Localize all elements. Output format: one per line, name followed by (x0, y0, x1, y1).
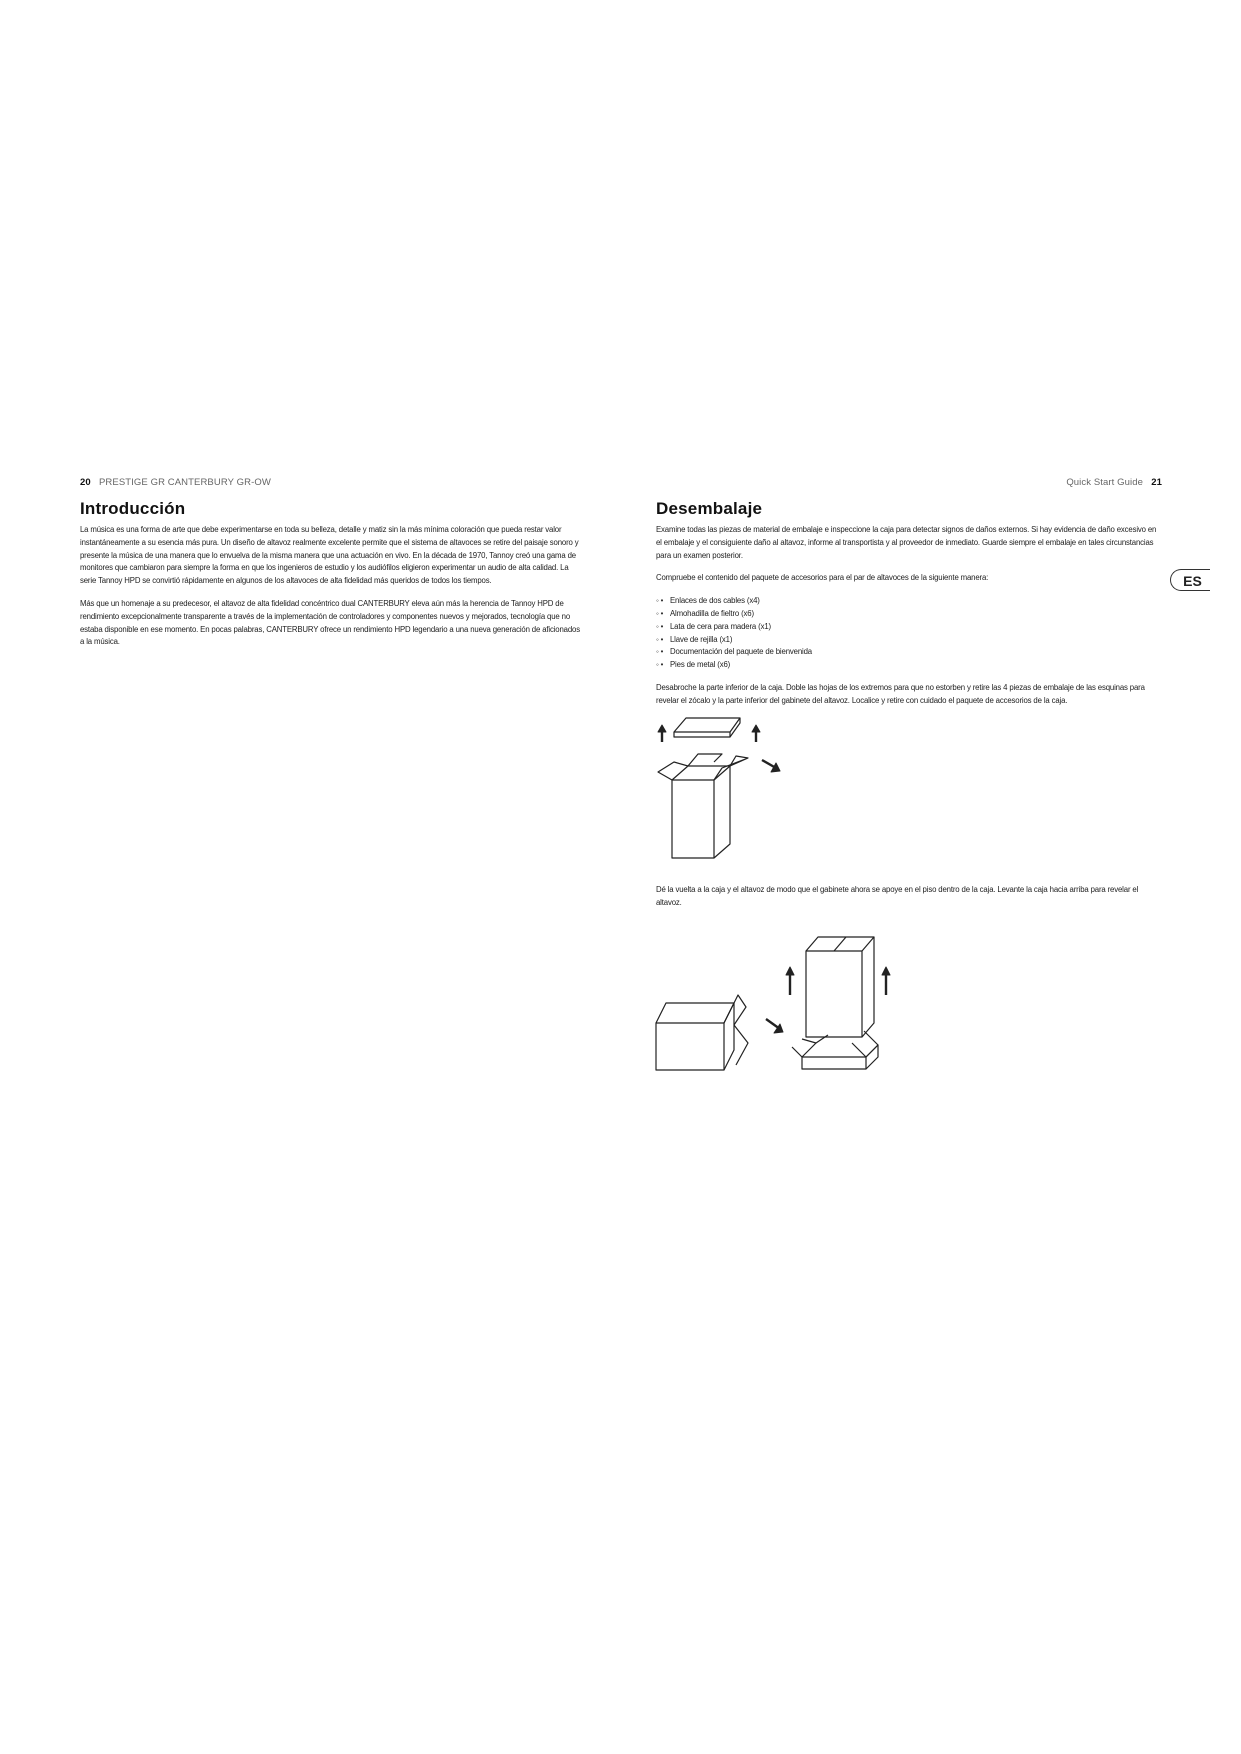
intro-body (80, 524, 585, 659)
bullet-icon: ◦ • (656, 660, 664, 670)
unpacking-heading: Desembalaje (656, 499, 763, 518)
list-item: ◦ • Lata de cera para madera (x1) (656, 621, 1161, 634)
unpacking-step-2 (656, 884, 1161, 920)
right-header-title: Quick Start Guide (1066, 477, 1143, 488)
bullet-icon: ◦ • (656, 608, 664, 618)
intro-heading: Introducción (80, 499, 186, 518)
unpacking-paragraph-2: Compruebe el contenido del paquete de accesorios para el par de altavoces de la siguiente manera: (656, 573, 989, 583)
unbox-step-2-illustration (652, 925, 907, 1075)
intro-paragraph-1: La música es una forma de arte que debe experimentarse en toda su belleza, detalle y matiz sin la más mínima coloración que pueda restar valor instantáneamente a su esencia más pura. Un diseño de altavoz realmente excelente permite que el sistema de altavoces se retire del paisaje sonoro y presente la música de una manera que lo envuelva de la misma manera que una actuación en vivo. En la década de 1970, Tannoy creó una gama de monitores que cambiaron para siempre la forma en que los ingenieros de estudio y los audiófilos eligieron experimentar un audio de alta calidad. La serie Tannoy HPD se convirtió rápidamente en algunos de los altavoces de alta fidelidad más queridos de todos los tiempos. (80, 525, 579, 586)
bullet-icon: ◦ • (656, 634, 664, 644)
left-page-number: 20 (80, 477, 91, 488)
bullet-icon: ◦ • (656, 647, 664, 657)
unpacking-paragraph-3: Desabroche la parte inferior de la caja. Doble las hojas de los extremos para que no estorben y retire las 4 piezas de embalaje de las esquinas para revelar el zócalo y la parte inferior del gabinete del altavoz. Localice y retire con cuidado el paquete de accesorios de la caja. (656, 682, 1145, 705)
list-item: ◦ • Llave de rejilla (x1) (656, 634, 1161, 647)
unbox-step-1-illustration (652, 710, 792, 860)
left-page-header (80, 477, 271, 488)
unpacking-body (656, 524, 1161, 718)
list-item: ◦ • Enlaces de dos cables (x4) (656, 595, 1161, 608)
language-tab: ES (1170, 569, 1210, 591)
left-header-title: PRESTIGE GR CANTERBURY GR-OW (99, 477, 271, 488)
right-page-header (1060, 477, 1162, 488)
intro-paragraph-2: Más que un homenaje a su predecesor, el altavoz de alta fidelidad concéntrico dual CANTERBURY eleva aún más la herencia de Tannoy HPD de rendimiento excepcionalmente transparente a través de la implementación de controladores y componentes nuevos y mejorados, tecnología que no estaba disponible en ese momento. En pocas palabras, CANTERBURY ofrece un rendimiento HPD legendario a una nueva generación de aficionados a la música. (80, 598, 580, 647)
unpacking-paragraph-1: Examine todas las piezas de material de embalaje e inspeccione la caja para detectar signos de daños externos. Si hay evidencia de daño excesivo en el embalaje y el consiguiente daño al altavoz, informe al transportista y al proveedor de inmediato. Guarde siempre el embalaje en tales circunstancias para un examen posterior. (656, 525, 1157, 560)
list-item: ◦ • Documentación del paquete de bienvenida (656, 646, 1161, 659)
unpacking-paragraph-4: Dé la vuelta a la caja y el altavoz de modo que el gabinete ahora se apoye en el piso dentro de la caja. Levante la caja hacia arriba para revelar el altavoz. (656, 885, 1139, 907)
bullet-icon: ◦ • (656, 596, 664, 606)
right-page-number: 21 (1151, 477, 1162, 488)
bullet-icon: ◦ • (656, 621, 664, 631)
list-item: ◦ • Pies de metal (x6) (656, 659, 1161, 672)
accessories-list (656, 595, 1161, 672)
list-item: ◦ • Almohadilla de fieltro (x6) (656, 608, 1161, 621)
